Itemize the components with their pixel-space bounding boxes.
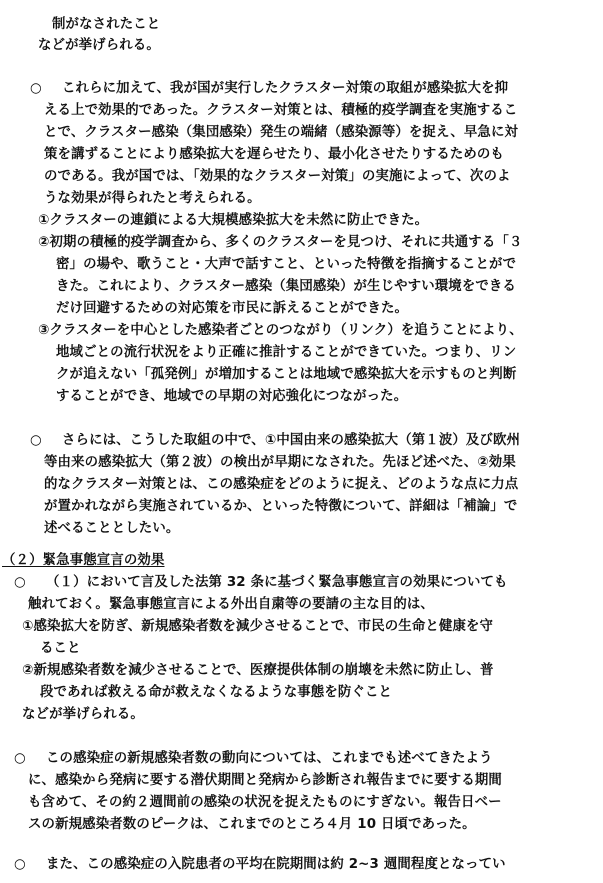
waves-line-3: 的なクラスター対策とは、この感染症をどのように捉え、どのような点に力点 <box>44 477 519 492</box>
cluster-line-4: 策を講ずることにより感染拡大を遅らせたり、最小化させたりするためのも <box>44 147 504 162</box>
cluster-line-5: のである。我が国では、「効果的なクラスター対策」の実施によって、次のよ <box>44 169 511 184</box>
effect-1-line-1: ①クラスターの連鎖による大規模感染拡大を未然に防止できた。 <box>38 213 429 228</box>
trend-line-2: に、感染から発病に要する潜伏期間と発病から診断され報告までに要する期間 <box>28 773 502 788</box>
effect-2-line-4: だけ回避するための対応策を市民に訴えることができた。 <box>56 301 409 316</box>
bullet-waves: ○ <box>30 433 42 448</box>
section2-line-1: （１）において言及した法第 32 条に基づく緊急事態宣言の効果についても <box>46 575 508 590</box>
section-heading: （２）緊急事態宣言の効果 <box>2 553 165 568</box>
bullet-stay: ○ <box>14 857 26 872</box>
waves-line-4: が置かれながら実施されているか、といった特徴について、詳細は「補論」で <box>44 499 518 514</box>
bullet-section2: ○ <box>14 575 26 590</box>
effect-3-line-3: クが追えない「孤発例」が増加することは地域で感染拡大を示すものと判断 <box>56 367 517 382</box>
effect-3-line-2: 地域ごとの流行状況をより正確に推計することができていた。つまり、リン <box>56 345 517 360</box>
purpose-1-line-2: ること <box>40 641 81 656</box>
section2-line-2: 触れておく。緊急事態宣言による外出自粛等の要請の主な目的は、 <box>28 597 434 612</box>
cluster-line-6: うな効果が得られたと考えられる。 <box>44 191 261 206</box>
waves-line-2: 等由来の感染拡大（第２波）の検出が早期になされた。先ほど述べた、②効果 <box>44 455 516 470</box>
cluster-line-3: とで、クラスター感染（集団感染）発生の端緒（感染源等）を捉え、早急に対 <box>44 125 519 140</box>
intro-line-1: 制がなされたこと <box>52 17 161 32</box>
waves-line-5: 述べることとしたい。 <box>44 521 180 536</box>
bullet-trend: ○ <box>14 751 26 766</box>
waves-line-1: さらには、こうした取組の中で、①中国由来の感染拡大（第１波）及び欧州 <box>62 433 521 448</box>
purpose-1-line-1: ①感染拡大を防ぎ、新規感染者数を減少させることで、市民の生命と健康を守 <box>22 619 494 634</box>
trend-line-1: この感染症の新規感染者数の動向については、これまでも述べてきたよう <box>46 751 493 766</box>
cluster-line-2: える上で効果的であった。クラスター対策とは、積極的疫学調査を実施するこ <box>44 103 518 118</box>
trend-line-4: スの新規感染者数のピークは、これまでのところ４月 10 日頃であった。 <box>28 817 476 832</box>
intro-line-2: などが挙げられる。 <box>38 38 160 53</box>
cluster-line-1: これらに加えて、我が国が実行したクラスター対策の取組が感染拡大を抑 <box>62 81 509 96</box>
trend-line-3: も含めて、その約２週間前の感染の状況を捉えたものにすぎない。報告日ベー <box>28 795 502 810</box>
purpose-2-line-2: 段であれば救える命が救えなくなるような事態を防ぐこと <box>40 685 393 700</box>
bullet-cluster: ○ <box>30 81 42 96</box>
stay-line-1: また、この感染症の入院患者の平均在院期間は約 2~3 週間程度となってい <box>46 857 506 872</box>
section2-closing: などが挙げられる。 <box>22 707 144 722</box>
effect-2-line-1: ②初期の積極的疫学調査から、多くのクラスターを見つけ、それに共通する「３ <box>38 235 523 250</box>
effect-2-line-2: 密」の場や、歌うこと・大声で話すこと、といった特徴を指摘することがで <box>56 257 517 272</box>
effect-2-line-3: きた。これにより、クラスター感染（集団感染）が生じやすい環境をできる <box>56 279 516 294</box>
effect-3-line-1: ③クラスターを中心とした感染者ごとのつながり（リンク）を追うことにより、 <box>38 323 523 338</box>
effect-3-line-4: することができ、地域での早期の対応強化につながった。 <box>56 389 408 404</box>
purpose-2-line-1: ②新規感染者数を減少させることで、医療提供体制の崩壊を未然に防止し、普 <box>22 663 494 678</box>
